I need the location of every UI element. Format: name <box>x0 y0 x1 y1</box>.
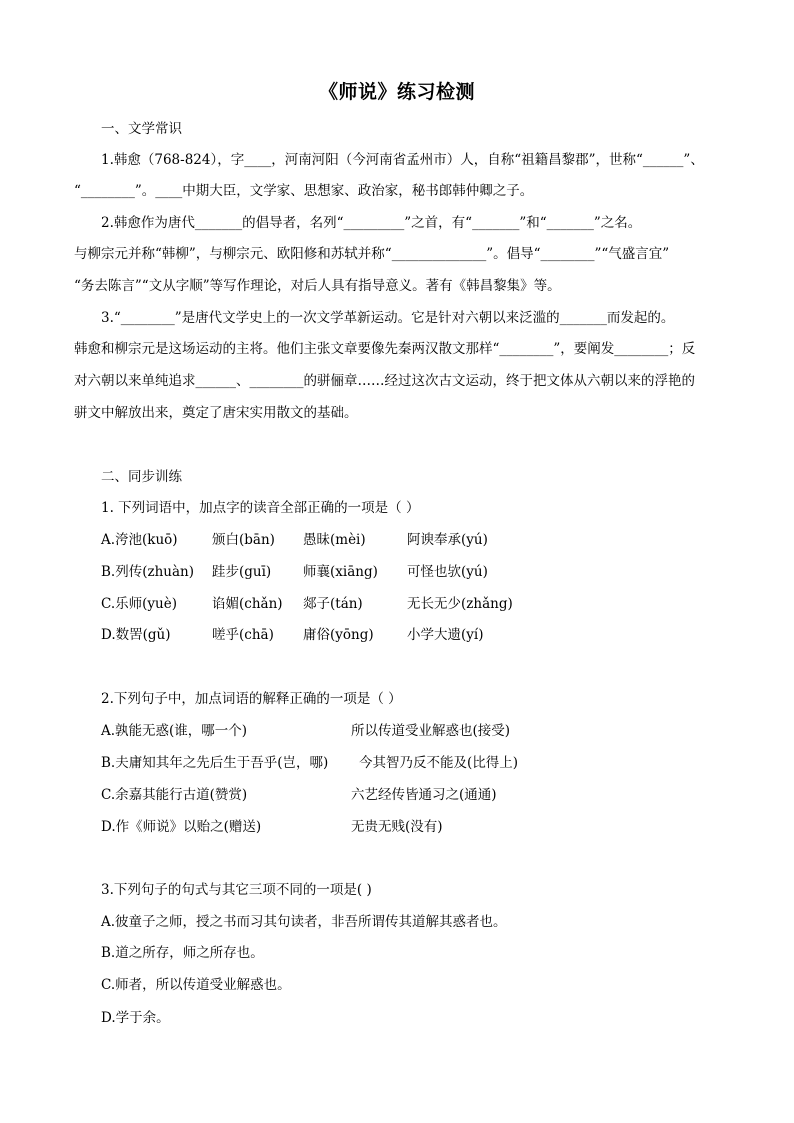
q2-option-c-right: 六艺经传皆通习之(通通) <box>351 787 497 803</box>
paragraph-line: 韩愈和柳宗元是这场运动的主将。他们主张文章要像先秦两汉散文那样“________”，要阐发________；反 <box>74 341 696 357</box>
q1-option-a-item: 阿谀奉承(yú) <box>407 532 488 548</box>
q1-option-d-item: D.数罟(gǔ) <box>101 627 171 643</box>
q2-option-d-left: D.作《师说》以贻之(赠送) <box>101 819 262 835</box>
q1-option-b-item: 可怪也欤(yú) <box>407 564 488 580</box>
q2-option-a-right: 所以传道受业解惑也(接受) <box>351 723 511 739</box>
q1-option-d-item: 嗟乎(chā) <box>212 627 274 643</box>
q1-option-c-item: 无长无少(zhǎng) <box>407 596 513 612</box>
paragraph-line: 1.韩愈（768-824），字____，河南河阳（今河南省孟州市）人，自称“祖籍昌黎郡”，世称“______”、 <box>101 152 704 168</box>
q3-option-d: D.学于余。 <box>101 1010 170 1026</box>
q1-option-d-item: 庸俗(yōng) <box>303 627 374 643</box>
q3-option-c: C.师者，所以传道受业解惑也。 <box>101 977 291 993</box>
q2-option-d-right: 无贵无贱(没有) <box>351 819 443 835</box>
paragraph-line: “务去陈言”“文从字顺”等写作理论，对后人具有指导意义。著有《韩昌黎集》等。 <box>74 278 561 294</box>
q1-option-c-item: 郯子(tán) <box>303 596 363 612</box>
q1-option-a-item: 颁白(bān) <box>212 532 275 548</box>
document-title: 《师说》练习检测 <box>318 81 475 103</box>
paragraph-line: 2.韩愈作为唐代_______的倡导者，名列“_________”之首，有“_______”和“_______”之名。 <box>101 215 642 231</box>
section-heading-literary-knowledge: 一、文学常识 <box>101 121 182 137</box>
q1-option-a-item: A.洿池(kuō) <box>101 532 178 548</box>
q1-option-b-item: B.列传(zhuàn) <box>101 564 194 580</box>
question-2-stem: 2.下列句子中，加点词语的解释正确的一项是（ ） <box>101 691 402 707</box>
q2-option-b-left: B.夫庸知其年之先后生于吾乎(岂，哪) <box>101 755 329 771</box>
paragraph-line: 对六朝以来单纯追求______、________的骈俪章……经过这次古文运动，终于把文体从六朝以来的浮艳的 <box>74 373 695 389</box>
paragraph-line: 3.“________”是唐代文学史上的一次文学革新运动。它是针对六朝以来泛滥的_______而发起的。 <box>101 310 675 326</box>
q3-option-b: B.道之所存，师之所存也。 <box>101 945 264 961</box>
q1-option-d-item: 小学大遗(yí) <box>407 627 484 643</box>
q1-option-a-item: 愚昧(mèi) <box>303 532 366 548</box>
q1-option-b-item: 跬步(guī) <box>212 564 272 580</box>
paragraph-line: 与柳宗元并称“韩柳”，与柳宗元、欧阳修和苏轼并称“______________”。倡导“________”“气盛言宜” <box>74 246 670 262</box>
question-3-stem: 3.下列句子的句式与其它三项不同的一项是( ) <box>101 882 372 898</box>
q1-option-c-item: C.乐师(yuè) <box>101 596 177 612</box>
paragraph-line: “________”。____中期大臣，文学家、思想家、政治家，秘书郎韩仲卿之子。 <box>74 183 534 199</box>
question-1-stem: 1. 下列词语中，加点字的读音全部正确的一项是（ ） <box>101 500 420 516</box>
paragraph-line: 骈文中解放出来，奠定了唐宋实用散文的基础。 <box>74 405 358 421</box>
section-heading-practice: 二、同步训练 <box>101 469 182 485</box>
q1-option-b-item: 师襄(xiāng) <box>303 564 378 580</box>
q1-option-c-item: 谄媚(chǎn) <box>212 596 283 612</box>
q2-option-c-left: C.余嘉其能行古道(赞赏) <box>101 787 248 803</box>
q2-option-b-right: 今其智乃反不能及(比得上) <box>359 755 519 771</box>
q2-option-a-left: A.孰能无惑(谁，哪一个) <box>101 723 248 739</box>
q3-option-a: A.彼童子之师，授之书而习其句读者，非吾所谓传其道解其惑者也。 <box>101 914 507 930</box>
